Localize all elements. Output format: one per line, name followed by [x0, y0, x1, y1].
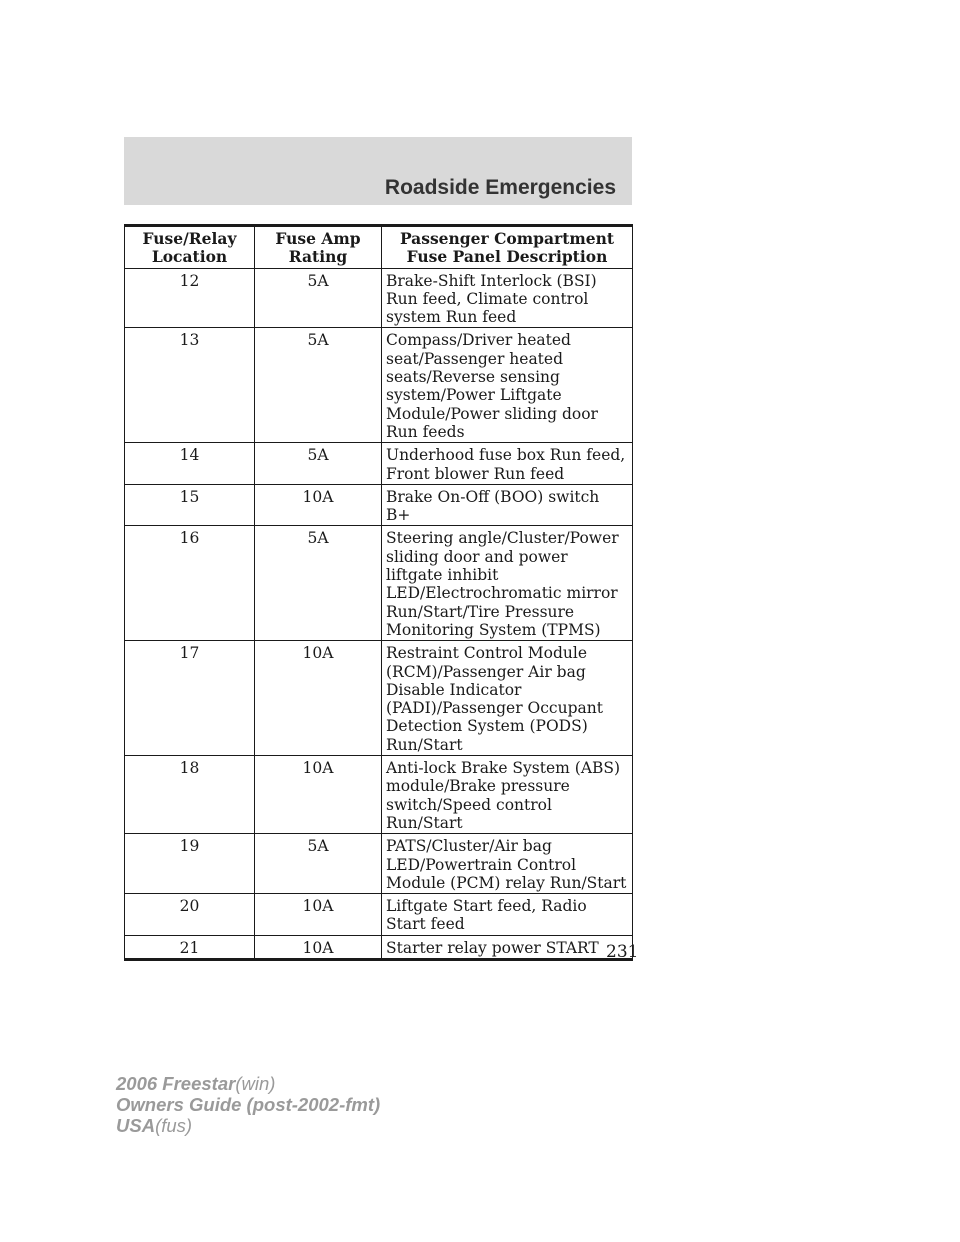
- footer-market-code: (fus): [155, 1115, 193, 1136]
- footer-model: 2006 Freestar: [116, 1073, 236, 1094]
- table-row: [125, 328, 633, 443]
- fuse-location: 16: [125, 526, 255, 641]
- table-header-row: [125, 226, 633, 269]
- footer-line-2: [116, 1094, 380, 1115]
- table-row: [125, 834, 633, 894]
- fuse-rating: 5A: [255, 526, 382, 641]
- fuse-rating: 5A: [255, 834, 382, 894]
- fuse-rating: 5A: [255, 443, 382, 485]
- fuse-rating: 10A: [255, 641, 382, 756]
- column-header-description: Passenger Compartment Fuse Panel Description: [382, 226, 633, 269]
- fuse-description: Brake On-Off (BOO) switch B+: [382, 484, 633, 526]
- fuse-rating: 10A: [255, 894, 382, 936]
- fuse-location: 17: [125, 641, 255, 756]
- table-row: [125, 641, 633, 756]
- fuse-description: Liftgate Start feed, Radio Start feed: [382, 894, 633, 936]
- fuse-description: Compass/Driver heated seat/Passenger heated seats/Reverse sensing system/Power Liftgate Module/Power sliding door Run feeds: [382, 328, 633, 443]
- table-row: [125, 484, 633, 526]
- fuse-rating: 10A: [255, 756, 382, 834]
- table-row: [125, 894, 633, 936]
- fuse-table: [124, 224, 633, 961]
- footer-line-3: [116, 1115, 380, 1136]
- table-row: [125, 756, 633, 834]
- fuse-description: Starter relay power START: [382, 935, 633, 959]
- fuse-location: 15: [125, 484, 255, 526]
- footer-market: USA: [116, 1115, 156, 1136]
- fuse-rating: 10A: [255, 935, 382, 959]
- footer-guide: Owners Guide (post-2002-fmt): [116, 1094, 381, 1115]
- fuse-rating: 10A: [255, 484, 382, 526]
- fuse-description: Brake-Shift Interlock (BSI) Run feed, Climate control system Run feed: [382, 268, 633, 328]
- fuse-location: 18: [125, 756, 255, 834]
- fuse-description: PATS/Cluster/Air bag LED/Powertrain Control Module (PCM) relay Run/Start: [382, 834, 633, 894]
- fuse-description: Anti-lock Brake System (ABS) module/Brake pressure switch/Speed control Run/Start: [382, 756, 633, 834]
- fuse-location: 14: [125, 443, 255, 485]
- table-row: [125, 443, 633, 485]
- column-header-rating: Fuse Amp Rating: [255, 226, 382, 269]
- footer-model-code: (win): [235, 1073, 276, 1094]
- fuse-description: Steering angle/Cluster/Power sliding door and power liftgate inhibit LED/Electrochromatic mirror Run/Start/Tire Pressure Monitoring System (TPMS): [382, 526, 633, 641]
- footer-line-1: [116, 1073, 380, 1094]
- fuse-location: 12: [125, 268, 255, 328]
- section-title: Roadside Emergencies: [384, 176, 616, 199]
- fuse-rating: 5A: [255, 328, 382, 443]
- table-row: [125, 268, 633, 328]
- fuse-location: 20: [125, 894, 255, 936]
- fuse-rating: 5A: [255, 268, 382, 328]
- fuse-location: 13: [125, 328, 255, 443]
- fuse-location: 19: [125, 834, 255, 894]
- table-row: [125, 526, 633, 641]
- table-row: [125, 935, 633, 959]
- column-header-location: Fuse/Relay Location: [125, 226, 255, 269]
- section-header-band: [124, 137, 632, 205]
- fuse-description: Restraint Control Module (RCM)/Passenger Air bag Disable Indicator (PADI)/Passenger Occupant Detection System (PODS) Run/Start: [382, 641, 633, 756]
- fuse-location: 21: [125, 935, 255, 959]
- page-number: 231: [606, 942, 639, 962]
- fuse-description: Underhood fuse box Run feed, Front blower Run feed: [382, 443, 633, 485]
- document-footer: [116, 1073, 380, 1136]
